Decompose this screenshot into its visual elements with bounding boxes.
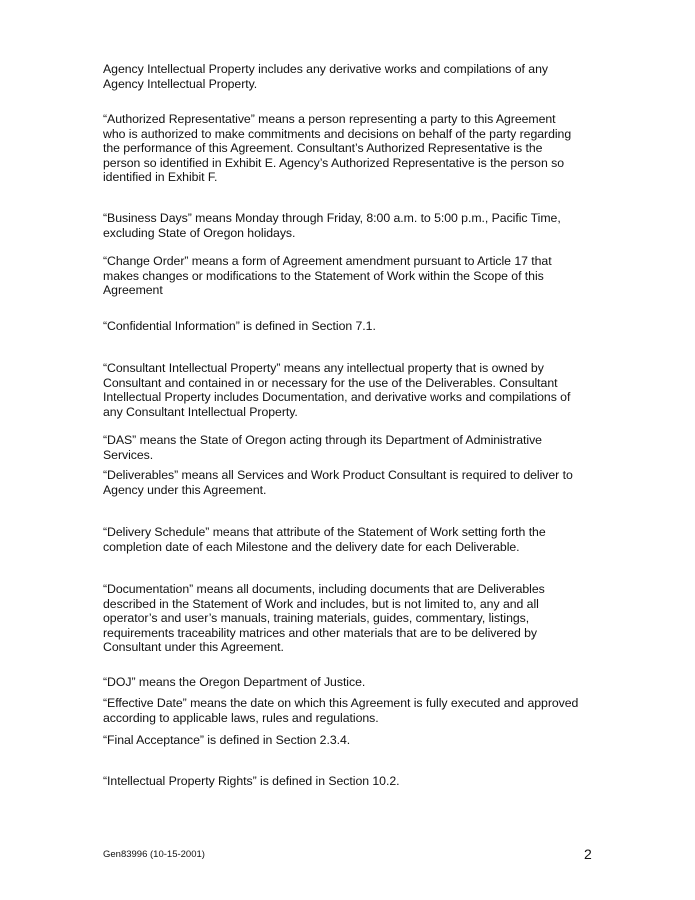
footer-form-code: Gen83996 (10-15-2001)	[103, 849, 205, 860]
page-number: 2	[584, 846, 592, 862]
definition-paragraph: “DOJ” means the Oregon Department of Justice.	[103, 675, 366, 689]
definition-paragraph: “Effective Date” means the date on which this Agreement is fully executed and approved according to applicable laws, rules and regulations.	[103, 696, 579, 725]
definition-paragraph: Agency Intellectual Property includes any derivative works and compilations of any Agency Intellectual Property.	[103, 62, 548, 91]
definition-paragraph: “Delivery Schedule” means that attribute of the Statement of Work setting forth the completion date of each Milestone and the delivery date for each Deliverable.	[103, 525, 546, 554]
definition-paragraph: “Consultant Intellectual Property” means any intellectual property that is owned by Consultant and contained in or necessary for the use of the Deliverables. Consultant Intellectual Property includes Documentation, and derivative works and compilations of any Consultant Intellectual Property.	[103, 361, 571, 419]
definition-paragraph: “Business Days” means Monday through Friday, 8:00 a.m. to 5:00 p.m., Pacific Time, excluding State of Oregon holidays.	[103, 211, 561, 240]
definition-paragraph: “Confidential Information” is defined in Section 7.1.	[103, 319, 376, 333]
definition-paragraph: “Authorized Representative” means a person representing a party to this Agreement who is authorized to make commitments and decisions on behalf of the party regarding the performance of this Agreement. Consultant’s Authorized Representative is the person so identified in Exhibit E. Agency’s Authorized Representative is the person so identified in Exhibit F.	[103, 112, 572, 185]
definition-paragraph: “Deliverables” means all Services and Work Product Consultant is required to deliver to Agency under this Agreement.	[103, 468, 573, 497]
definition-paragraph: “DAS” means the State of Oregon acting through its Department of Administrative Services.	[103, 433, 542, 462]
definition-paragraph: “Documentation” means all documents, including documents that are Deliverables described in the Statement of Work and includes, but is not limited to, any and all operator’s and user’s manuals, training materials, guides, commentary, listings, requirements traceability matrices and other materials that are to be delivered by Consultant under this Agreement.	[103, 582, 545, 655]
definition-paragraph: “Intellectual Property Rights” is defined in Section 10.2.	[103, 774, 400, 788]
definition-paragraph: “Change Order” means a form of Agreement amendment pursuant to Article 17 that makes changes or modifications to the Statement of Work within the Scope of this Agreement	[103, 254, 552, 298]
definition-paragraph: “Final Acceptance” is defined in Section 2.3.4.	[103, 733, 351, 747]
